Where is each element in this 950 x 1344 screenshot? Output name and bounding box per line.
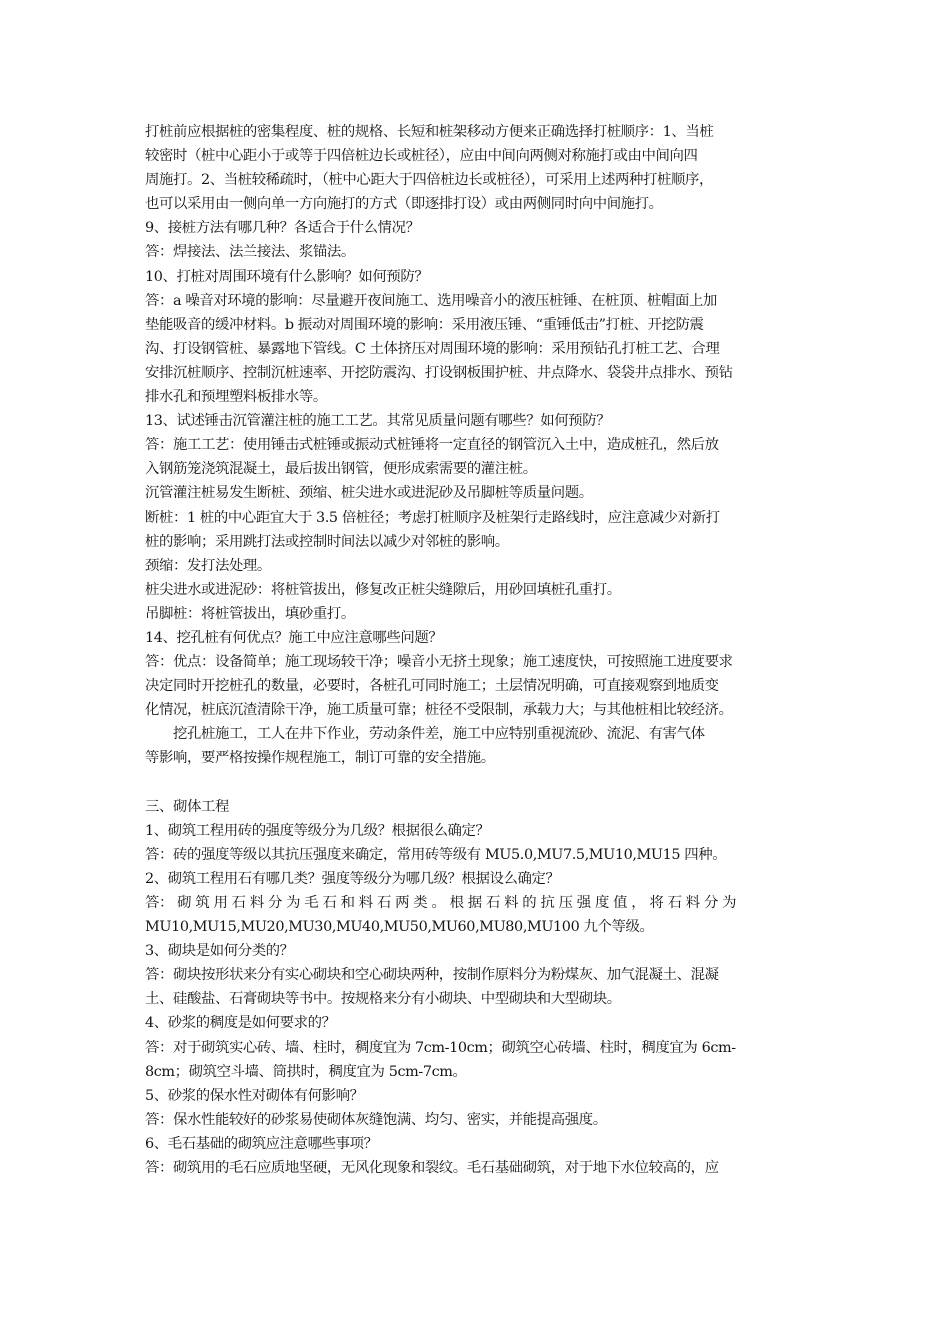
answer-9: 答：焊接法、法兰接法、浆锚法。	[145, 244, 355, 261]
answer-2: 答： 砌 筑 用 石 料 分 为 毛 石 和 料 石 两 类 。 根 据 石 料 的 抗 压 强 度 值 ， 将 石 料 分 为	[145, 895, 737, 911]
answer-5: 答：保水性能较好的砂浆易使砌体灰缝饱满、均匀、密实，并能提高强度。	[145, 1111, 607, 1128]
text-line: 也可以采用由一侧向单一方向施打的方式（即逐排打设）或由两侧同时向中间施打。	[145, 196, 663, 213]
text-line: 土、硅酸盐、石膏砌块等书中。按规格来分有小砌块、中型砌块和大型砌块。	[145, 991, 621, 1008]
text-line: 排水孔和预埋塑料板排水等。	[145, 389, 327, 406]
answer-6: 答：砌筑用的毛石应质地坚硬，无风化现象和裂纹。毛石基础砌筑，对于地下水位较高的，应	[145, 1160, 719, 1177]
text-line: 沉管灌注桩易发生断桩、颈缩、桩尖进水或进泥砂及吊脚桩等质量问题。	[145, 485, 593, 502]
text-line: 挖孔桩施工，工人在井下作业，劳动条件差，施工中应特别重视流砂、流泥、有害气体	[145, 726, 705, 743]
document-body	[145, 120, 808, 1180]
text-line: 等影响，要严格按操作规程施工，制订可靠的安全措施。	[145, 750, 495, 767]
text-line: 吊脚桩：将桩管拔出，填砂重打。	[145, 605, 355, 622]
section-heading: 三、砌体工程	[145, 798, 229, 815]
text-line: 入钢筋笼浇筑混凝土，最后拔出钢管，便形成索需要的灌注桩。	[145, 461, 537, 478]
question-4: 4、砂浆的稠度是如何要求的？	[145, 1015, 336, 1032]
text-line: 沟、打设钢管桩、暴露地下管线。C 土体挤压对周围环境的影响：采用预钻孔打桩工艺、合理	[145, 340, 720, 357]
question-6: 6、毛石基础的砌筑应注意哪些事项？	[145, 1135, 378, 1152]
text-line: 桩尖进水或进泥砂：将桩管拔出，修复改正桩尖缝隙后，用砂回填桩孔重打。	[145, 581, 621, 598]
answer-14: 答：优点：设备简单；施工现场较干净；噪音小无挤土现象；施工速度快，可按照施工进度要求	[145, 654, 733, 671]
question-9: 9、接桩方法有哪几种？各适合于什么情况？	[145, 220, 420, 237]
answer-4: 答：对于砌筑实心砖、墙、柱时，稠度宜为 7cm-10cm；砌筑空心砖墙、柱时，稠度宜为 6cm-	[145, 1039, 736, 1056]
text-line: 化情况，桩底沉渣清除干净，施工质量可靠；桩径不受限制，承载力大；与其他桩相比较经济。	[145, 702, 733, 719]
question-10: 10、打桩对周围环境有什么影响？如何预防？	[145, 268, 429, 285]
question-3: 3、砌块是如何分类的？	[145, 943, 294, 960]
text-line: 安排沉桩顺序、控制沉桩速率、开挖防震沟、打设钢板围护桩、井点降水、袋袋井点排水、预钻	[145, 364, 733, 381]
blank-line	[145, 771, 808, 795]
question-2: 2、砌筑工程用石有哪几类？强度等级分为哪几级？根据设么确定？	[145, 870, 560, 887]
text-line: 断桩：1 桩的中心距宜大于 3.5 倍桩径；考虑打桩顺序及桩架行走路线时，应注意减少对新打	[145, 509, 720, 526]
text-line: 周施打。2、当桩较稀疏时，（桩中心距大于四倍桩边长或桩径），可采用上述两种打桩顺序，	[145, 172, 713, 189]
question-5: 5、砂浆的保水性对砌体有何影响？	[145, 1087, 364, 1104]
answer-1: 答：砖的强度等级以其抗压强度来确定，常用砖等级有 MU5.0,MU7.5,MU10,MU15 四种。	[145, 846, 727, 863]
question-13: 13、试述锤击沉管灌注桩的施工工艺。其常见质量问题有哪些？如何预防？	[145, 413, 611, 430]
text-line: MU10,MU15,MU20,MU30,MU40,MU50,MU60,MU80,MU100 九个等级。	[145, 919, 654, 936]
text-line: 打桩前应根据桩的密集程度、桩的规格、长短和桩架移动方便来正确选择打桩顺序：1、当桩	[145, 124, 714, 140]
question-1: 1、砌筑工程用砖的强度等级分为几级？根据很么确定？	[145, 822, 490, 839]
answer-3: 答：砌块按形状来分有实心砌块和空心砌块两种，按制作原料分为粉煤灰、加气混凝土、混凝	[145, 967, 719, 984]
text-line: 决定同时开挖桩孔的数量，必要时，各桩孔可同时施工；土层情况明确，可直接观察到地质变	[145, 678, 719, 695]
text-line: 垫能吸音的缓冲材料。b 振动对周围环境的影响：采用液压锤、“重锤低击”打桩、开挖防震	[145, 316, 704, 333]
text-line: 颈缩：发打法处理。	[145, 557, 271, 574]
answer-10: 答：a 噪音对环境的影响：尽量避开夜间施工、选用噪音小的液压桩锤、在桩顶、桩帽面上加	[145, 292, 717, 309]
question-14: 14、挖孔桩有何优点？施工中应注意哪些问题？	[145, 629, 443, 646]
answer-13: 答：施工工艺：使用锤击式桩锤或振动式桩锤将一定直径的钢管沉入土中，造成桩孔，然后放	[145, 437, 719, 454]
text-line: 桩的影响；采用跳打法或控制时间法以减少对邻桩的影响。	[145, 533, 509, 550]
text-line: 8cm；砌筑空斗墙、筒拱时，稠度宜为 5cm-7cm。	[145, 1063, 467, 1080]
text-line: 较密时（桩中心距小于或等于四倍桩边长或桩径），应由中间向两侧对称施打或由中间向四	[145, 148, 698, 165]
